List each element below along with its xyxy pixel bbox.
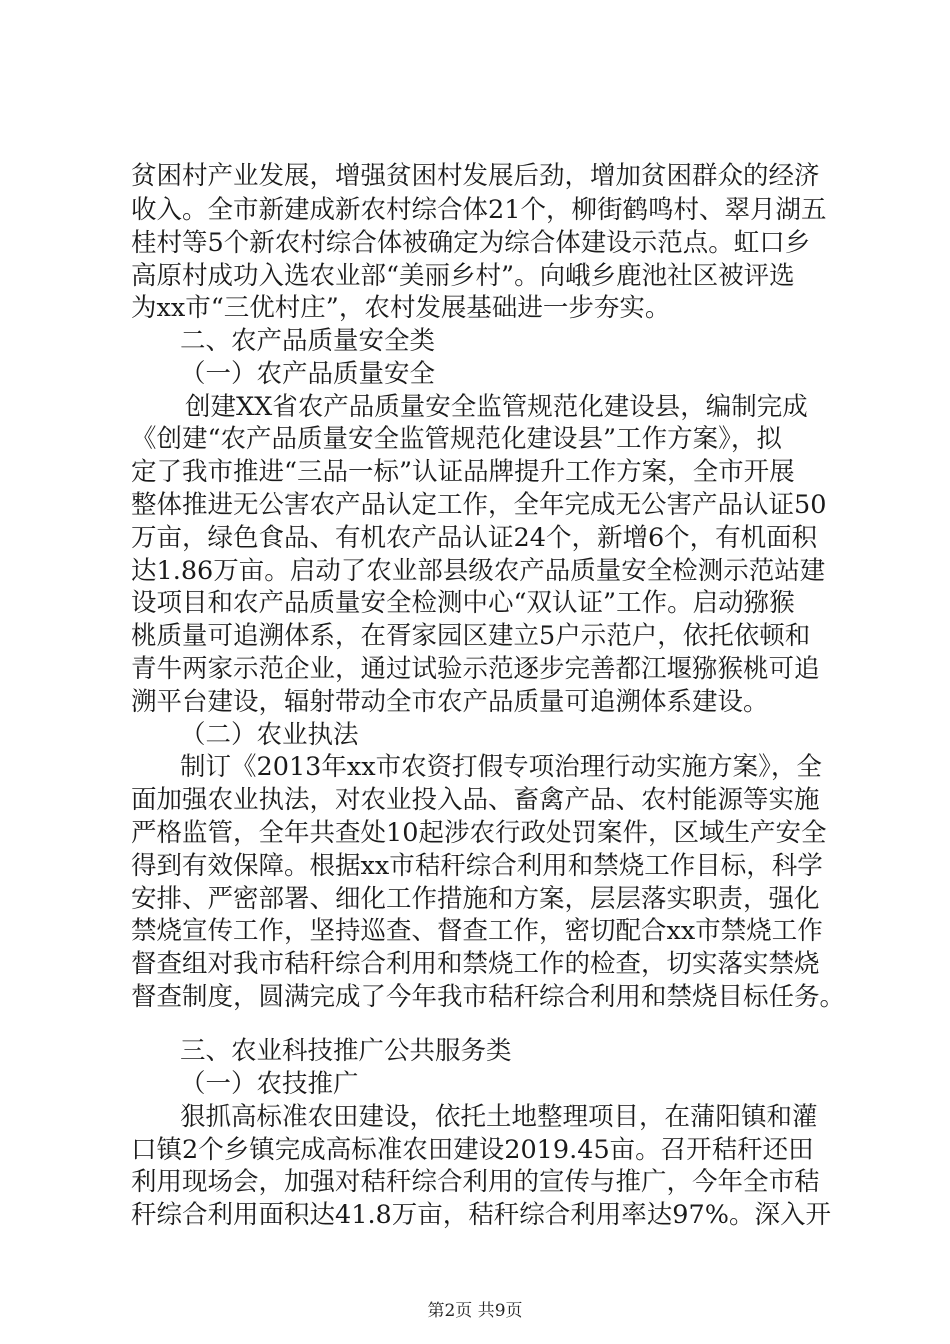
body-text-line: 青牛两家示范企业，通过试验示范逐步完善都江堰猕猴桃可追 — [131, 654, 820, 684]
subsection-heading: （一）农技推广 — [180, 1069, 359, 1099]
body-text-line: 桃质量可追溯体系，在胥家园区建立5户示范户，依托依顿和 — [131, 621, 811, 651]
body-text-line: 桂村等5个新农村综合体被确定为综合体建设示范点。虹口乡 — [131, 228, 811, 258]
section-heading: 二、农产品质量安全类 — [180, 326, 436, 356]
body-text-line: 定了我市推进“三品一标”认证品牌提升工作方案，全市开展 — [131, 457, 795, 487]
body-text-line: 《创建“农产品质量安全监管规范化建设县”工作方案》，拟 — [131, 424, 782, 454]
body-text-line: 创建XX省农产品质量安全监管规范化建设县，编制完成 — [185, 392, 808, 422]
body-text-line: 溯平台建设，辐射带动全市农产品质量可追溯体系建设。 — [131, 687, 769, 717]
page-footer: 第2页 共9页 — [427, 1301, 523, 1321]
body-text-line: 得到有效保障。根据xx市秸秆综合利用和禁烧工作目标，科学 — [131, 851, 823, 881]
body-text-line: 制订《2013年xx市农资打假专项治理行动实施方案》，全 — [180, 752, 822, 782]
body-text-line: 严格监管，全年共查处10起涉农行政处罚案件，区域生产安全 — [131, 818, 827, 848]
body-text-line: 禁烧宣传工作，坚持巡查、督查工作，密切配合xx市禁烧工作 — [131, 916, 823, 946]
body-text-line: 督查组对我市秸秆综合利用和禁烧工作的检查，切实落实禁烧 — [131, 949, 820, 979]
body-text-line: 贫困村产业发展，增强贫困村发展后劲，增加贫困群众的经济 — [131, 161, 820, 191]
body-text-line: 秆综合利用面积达41.8万亩，秸秆综合利用率达97%。深入开 — [131, 1200, 831, 1230]
body-text-line: 整体推进无公害农产品认定工作，全年完成无公害产品认证50 — [131, 490, 827, 520]
body-text-line: 达1.86万亩。启动了农业部县级农产品质量安全检测示范站建 — [131, 556, 826, 586]
body-text-line: 口镇2个乡镇完成高标准农田建设2019.45亩。召开秸秆还田 — [131, 1135, 814, 1165]
body-text-line: 利用现场会，加强对秸秆综合利用的宣传与推广，今年全市秸 — [131, 1167, 820, 1197]
body-text-line: 收入。全市新建成新农村综合体21个，柳街鹤鸣村、翠月湖五 — [131, 195, 827, 225]
body-text-line: 万亩，绿色食品、有机农产品认证24个，新增6个，有机面积 — [131, 523, 818, 553]
body-text-line: 高原村成功入选农业部“美丽乡村”。向峨乡鹿池社区被评选 — [131, 261, 795, 291]
body-text-line: 面加强农业执法，对农业投入品、畜禽产品、农村能源等实施 — [131, 785, 820, 815]
body-text-line: 设项目和农产品质量安全检测中心“双认证”工作。启动猕猴 — [131, 588, 795, 618]
body-text-line: 狠抓高标准农田建设，依托土地整理项目，在蒲阳镇和灌 — [180, 1102, 818, 1132]
subsection-heading: （一）农产品质量安全 — [180, 359, 436, 389]
section-heading: 三、农业科技推广公共服务类 — [180, 1036, 512, 1066]
subsection-heading: （二）农业执法 — [180, 720, 359, 750]
body-text-line: 为xx市“三优村庄”，农村发展基础进一步夯实。 — [131, 293, 671, 323]
body-text-line: 督查制度，圆满完成了今年我市秸秆综合利用和禁烧目标任务。 — [131, 982, 846, 1012]
body-text-line: 安排、严密部署、细化工作措施和方案，层层落实职责，强化 — [131, 884, 820, 914]
